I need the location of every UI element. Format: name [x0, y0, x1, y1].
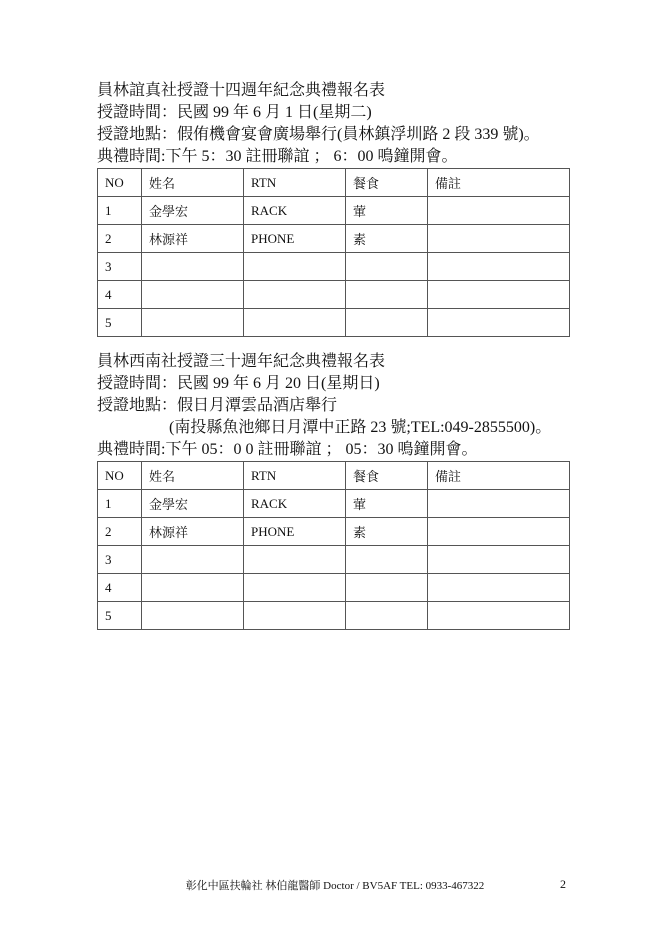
cell-meal: 素: [346, 225, 428, 253]
cell-rtn: [244, 253, 346, 281]
cell-no: 1: [98, 197, 142, 225]
header-rtn: RTN: [244, 169, 346, 197]
cell-rtn: [244, 281, 346, 309]
ceremony-date: 授證時間：民國 99 年 6 月 20 日(星期日): [97, 375, 380, 392]
header-rtn: RTN: [244, 462, 346, 490]
table-row: [98, 253, 570, 281]
registration-table: [97, 168, 570, 337]
registration-section-1: [97, 80, 577, 337]
cell-no: 3: [98, 546, 142, 574]
header-no: NO: [98, 462, 142, 490]
cell-meal: 葷: [346, 197, 428, 225]
cell-meal: [346, 574, 428, 602]
header-meal: 餐食: [346, 462, 428, 490]
header-name: 姓名: [142, 462, 244, 490]
cell-remarks: [428, 518, 570, 546]
table-row: [98, 602, 570, 630]
cell-no: 4: [98, 574, 142, 602]
page-footer: 彰化中區扶輪社 林伯龍醫師 Doctor / BV5AF TEL: 0933-467322: [185, 880, 485, 892]
cell-no: 1: [98, 490, 142, 518]
cell-meal: [346, 253, 428, 281]
cell-meal: 葷: [346, 490, 428, 518]
table-row: [98, 490, 570, 518]
cell-remarks: [428, 574, 570, 602]
cell-rtn: [244, 546, 346, 574]
table-row: [98, 574, 570, 602]
ceremony-date: 授證時間：民國 99 年 6 月 1 日(星期二): [97, 104, 372, 121]
cell-name: [142, 253, 244, 281]
header-meal: 餐食: [346, 169, 428, 197]
cell-remarks: [428, 253, 570, 281]
cell-name: [142, 574, 244, 602]
venue-address: (南投縣魚池鄉日月潭中正路 23 號;TEL:049-2855500)。: [169, 419, 552, 436]
ceremony-venue: 授證地點：假日月潭雲品酒店舉行: [97, 397, 338, 414]
cell-rtn: PHONE: [244, 518, 346, 546]
cell-meal: [346, 546, 428, 574]
cell-name: 林源祥: [142, 518, 244, 546]
cell-no: 5: [98, 309, 142, 337]
table-row: [98, 281, 570, 309]
header-remarks: 備註: [428, 169, 570, 197]
cell-rtn: PHONE: [244, 225, 346, 253]
page-number: 2: [560, 877, 566, 891]
cell-remarks: [428, 281, 570, 309]
cell-remarks: [428, 309, 570, 337]
header-remarks: 備註: [428, 462, 570, 490]
cell-name: 金學宏: [142, 197, 244, 225]
cell-remarks: [428, 602, 570, 630]
cell-remarks: [428, 197, 570, 225]
cell-meal: [346, 309, 428, 337]
cell-rtn: RACK: [244, 197, 346, 225]
cell-name: [142, 281, 244, 309]
table-row: [98, 197, 570, 225]
table-row: [98, 546, 570, 574]
cell-rtn: RACK: [244, 490, 346, 518]
table-header-row: [98, 462, 570, 490]
cell-name: [142, 602, 244, 630]
section-title: 員林誼真社授證十四週年紀念典禮報名表: [97, 82, 386, 99]
section-title: 員林西南社授證三十週年紀念典禮報名表: [97, 353, 386, 370]
registration-section-2: [97, 351, 577, 630]
cell-rtn: [244, 574, 346, 602]
cell-name: 林源祥: [142, 225, 244, 253]
cell-name: 金學宏: [142, 490, 244, 518]
cell-rtn: [244, 602, 346, 630]
cell-no: 2: [98, 225, 142, 253]
registration-table: [97, 461, 570, 630]
cell-no: 5: [98, 602, 142, 630]
cell-name: [142, 546, 244, 574]
cell-name: [142, 309, 244, 337]
cell-meal: [346, 281, 428, 309]
cell-meal: 素: [346, 518, 428, 546]
cell-meal: [346, 602, 428, 630]
cell-remarks: [428, 490, 570, 518]
cell-remarks: [428, 225, 570, 253]
ceremony-time: 典禮時間:下午 5：30 註冊聯誼 ； 6：00 鳴鐘開會。: [97, 148, 458, 165]
cell-no: 4: [98, 281, 142, 309]
table-row: [98, 225, 570, 253]
table-header-row: [98, 169, 570, 197]
cell-no: 2: [98, 518, 142, 546]
header-name: 姓名: [142, 169, 244, 197]
ceremony-time: 典禮時間:下午 05：0 0 註冊聯誼 ； 05：30 鳴鐘開會。: [97, 441, 478, 458]
cell-remarks: [428, 546, 570, 574]
ceremony-venue: 授證地點：假侑機會宴會廣場舉行(員林鎮浮圳路 2 段 339 號)。: [97, 126, 540, 143]
table-row: [98, 309, 570, 337]
cell-no: 3: [98, 253, 142, 281]
table-row: [98, 518, 570, 546]
cell-rtn: [244, 309, 346, 337]
header-no: NO: [98, 169, 142, 197]
